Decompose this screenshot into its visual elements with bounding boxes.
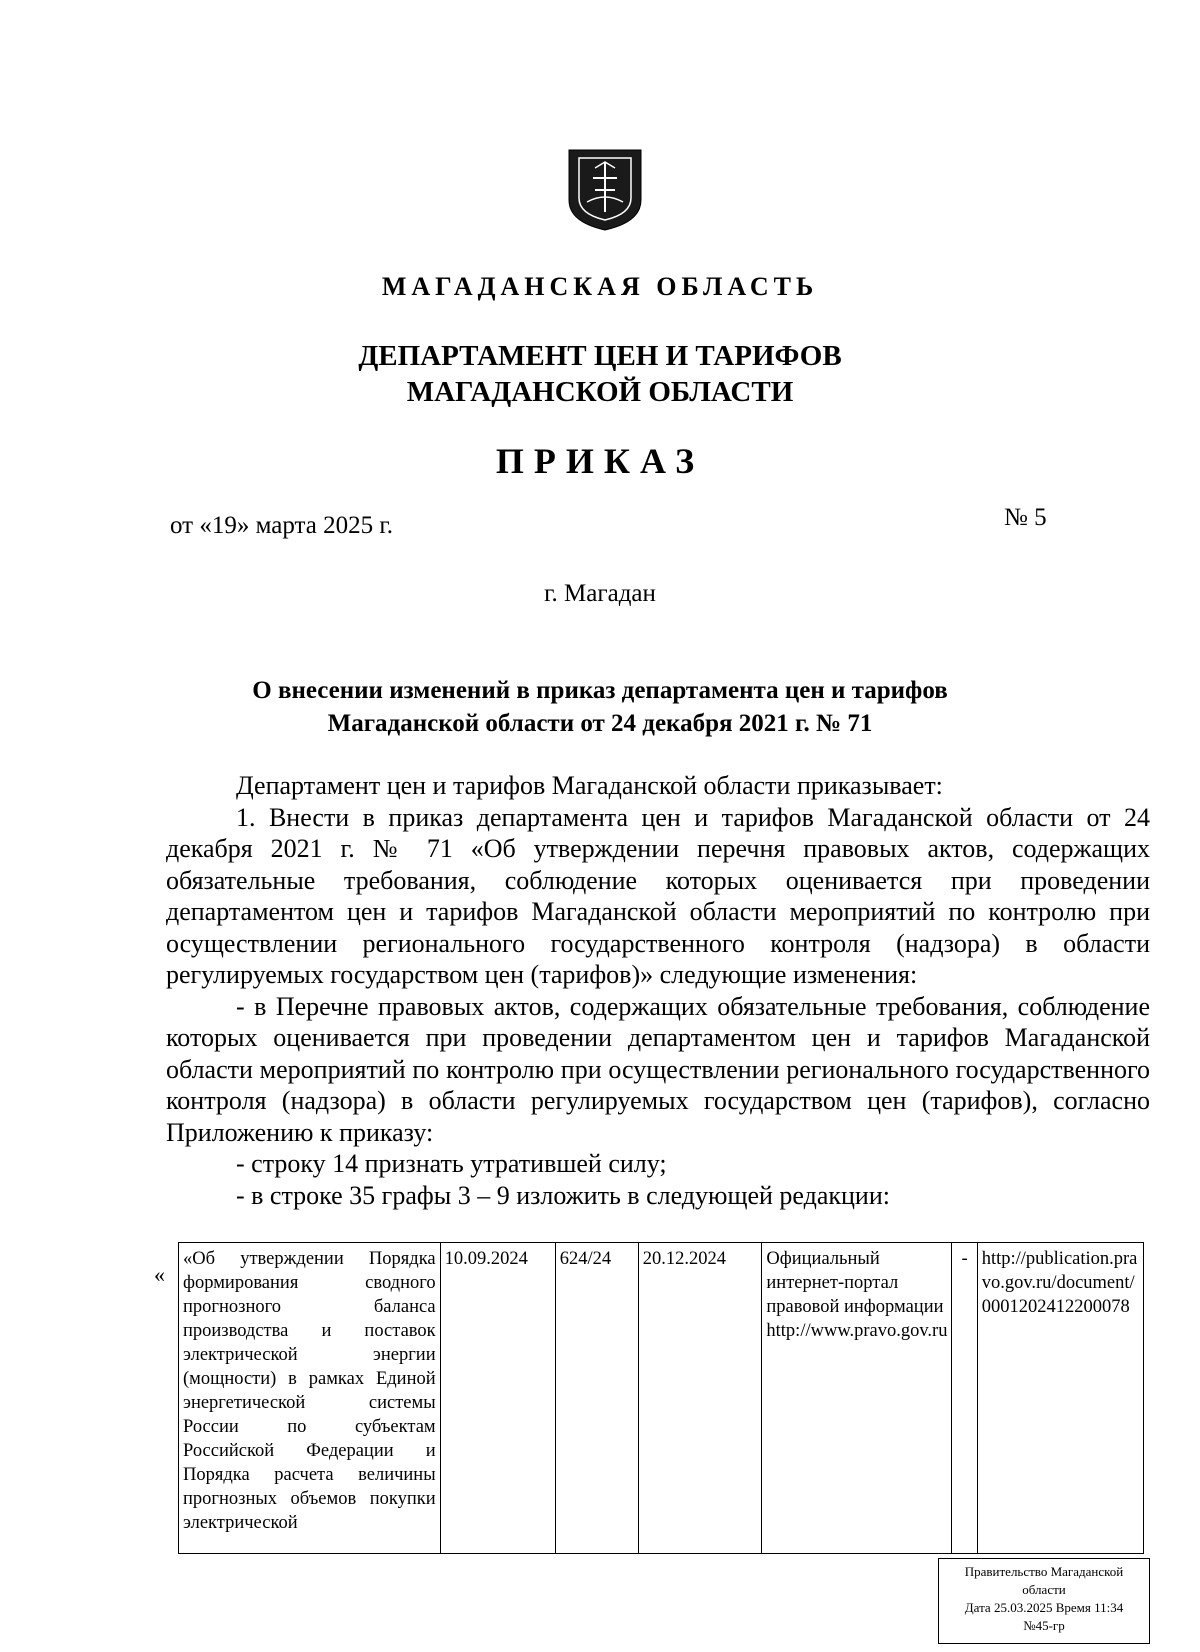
act-title-text: «Об утверждении Порядка формирования сводного прогнозного баланса производства и поставок электрической энергии (мощности) в рамках Единой энергетической системы России по субъектам Российской Федерации и Порядка расчета величины прогнозных объемов покупки электрической	[183, 1249, 436, 1533]
region-title: МАГАДАНСКАЯ ОБЛАСТЬ	[381, 272, 819, 301]
stamp-line-4: №45-гр	[1023, 1618, 1065, 1633]
magadan-coat-of-arms-icon	[565, 148, 645, 232]
stamp-line-3: Дата 25.03.2025 Время 11:34	[964, 1600, 1124, 1615]
table-row	[179, 1243, 1144, 1554]
table-open-quote: «	[154, 1262, 165, 1287]
cell-date-adopted: 10.09.2024	[440, 1243, 555, 1554]
cell-act-title	[179, 1243, 441, 1554]
body-paragraph-1: Департамент цен и тарифов Магаданской области приказывает:	[236, 771, 943, 800]
body-paragraph-2: 1. Внести в приказ департамента цен и тарифов Магаданской области от 24 декабря 2021 г. № 71 «Об утверждении перечня правовых актов, содержащих обязательные требования, соблюдение которых оценивается при проведении департаментом цен и тарифов Магаданской области мероприятий по контролю при осуществлении регионального государственного контроля (надзора) в области регулируемых государством цен (тарифов)» следующие изменения:	[166, 802, 1150, 989]
cell-dash: -	[952, 1243, 977, 1554]
document-number: № 5	[1004, 504, 1047, 531]
department-title	[0, 338, 1200, 410]
stamp-line-2: области	[1022, 1582, 1066, 1597]
body-paragraph-5: - в строке 35 графы 3 – 9 изложить в следующей редакции:	[236, 1180, 890, 1210]
department-line-2: МАГАДАНСКОЙ ОБЛАСТИ	[406, 376, 794, 408]
body-paragraph-3: - в Перечне правовых актов, содержащих обязательные требования, соблюдение которых оценивается при проведении департаментом цен и тарифов Магаданской области мероприятий по контролю при осуществлении регионального государственного контроля (надзора) в области регулируемых государством цен (тарифов), согласно Приложению к приказу:	[166, 991, 1150, 1147]
document-type: ПРИКАЗ	[495, 441, 705, 481]
cell-act-number: 624/24	[555, 1243, 638, 1554]
registration-stamp	[938, 1558, 1150, 1644]
document-city: г. Магадан	[544, 580, 656, 607]
subject-line-2: Магаданской области от 24 декабря 2021 г. № 71	[327, 710, 873, 737]
department-line-1: ДЕПАРТАМЕНТ ЦЕН И ТАРИФОВ	[358, 340, 842, 372]
document-date: от «19» марта 2025 г.	[170, 512, 394, 539]
body-paragraph-4: - строку 14 признать утратившей силу;	[236, 1149, 667, 1178]
cell-publication-source: Официальный интернет-портал правовой информации http://www.pravo.gov.ru	[762, 1243, 952, 1554]
subject-line-1: О внесении изменений в приказ департамента цен и тарифов	[252, 677, 948, 704]
stamp-line-1: Правительство Магаданской	[964, 1564, 1124, 1579]
cell-date-published: 20.12.2024	[638, 1243, 762, 1554]
document-body	[166, 770, 1150, 1211]
legal-acts-table	[178, 1242, 1144, 1554]
cell-publication-link: http://publication.pravo.gov.ru/document/0001202412200078	[977, 1243, 1143, 1554]
document-subject	[0, 674, 1200, 740]
